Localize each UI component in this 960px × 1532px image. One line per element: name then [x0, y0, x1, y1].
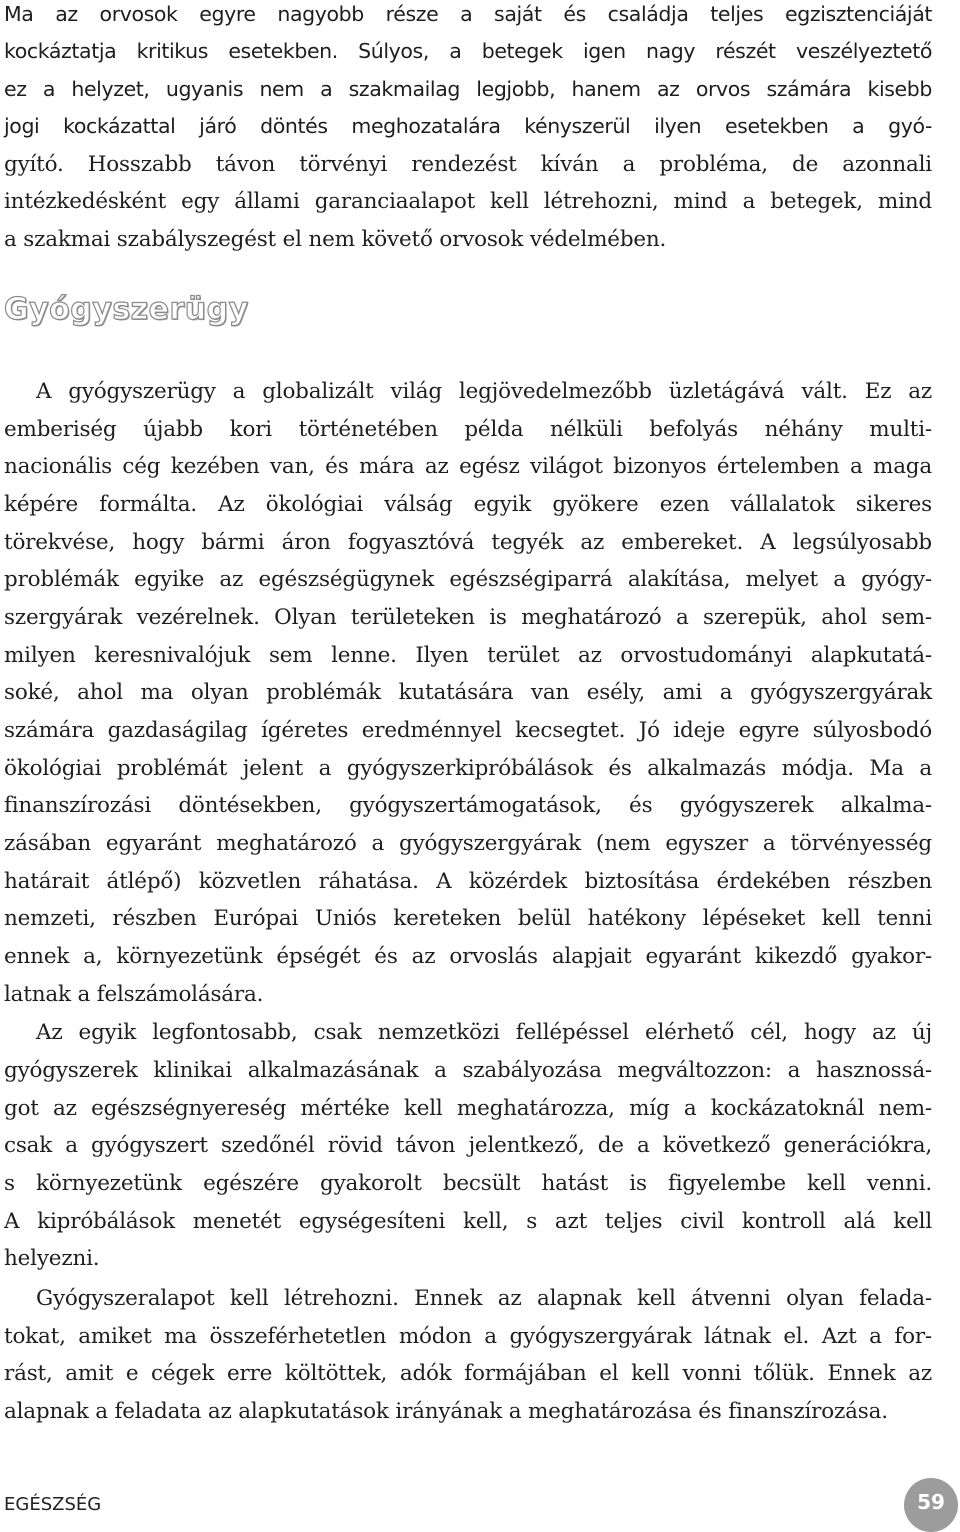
paragraph-1-line: a szakmai szabályszegést el nem követő orvosok védelmében.	[4, 227, 667, 252]
paragraph-2-line: zásában egyaránt meghatározó a gyógyszergyárak (nem egyszer a törvényesség	[4, 831, 932, 856]
paragraph-2-line: soké, ahol ma olyan problémák kutatására van esély, ami a gyógyszergyárak	[4, 680, 932, 705]
paragraph-3-line: gyógyszerek klinikai alkalmazásának a szabályozása megváltozzon: a hasznossá-	[4, 1058, 932, 1083]
paragraph-1-line: ez a helyzet, ugyanis nem a szakmailag legjobb, hanem az orvos számára kisebb	[4, 77, 932, 101]
paragraph-3-line: helyezni.	[4, 1246, 100, 1271]
paragraph-3-line: s környezetünk egészére gyakorolt becsült hatást is figyelembe kell venni.	[4, 1171, 932, 1196]
paragraph-4-line: tokat, amiket ma összeférhetetlen módon a gyógyszergyárak látnak el. Azt a for-	[4, 1324, 932, 1349]
paragraph-2-line: képére formálta. Az ökológiai válság egyik gyökere ezen vállalatok sikeres	[4, 492, 932, 517]
paragraph-1-line: Ma az orvosok egyre nagyobb része a saját és családja teljes egzisztenciáját	[4, 2, 932, 26]
paragraph-4-line: alapnak a feladata az alapkutatások irányának a meghatározása és finanszírozása.	[4, 1399, 888, 1424]
page-number: 59	[917, 1490, 945, 1514]
paragraph-3-line: got az egészségnyereség mértéke kell meghatározza, míg a kockázatoknál nem-	[4, 1096, 932, 1121]
paragraph-3-line: A kipróbálások menetét egységesíteni kell, s azt teljes civil kontroll alá kell	[4, 1209, 932, 1234]
paragraph-2-line: határait átlépő) közvetlen ráhatása. A közérdek biztosítása érdekében részben	[4, 869, 932, 894]
paragraph-2-line: számára gazdaságilag ígéretes eredménnyel kecsegtet. Jó ideje egyre súlyosbodó	[4, 718, 932, 743]
paragraph-1-line: kockáztatja kritikus esetekben. Súlyos, a betegek igen nagy részét veszélyeztető	[4, 39, 932, 63]
paragraph-2-line: milyen keresnivalójuk sem lenne. Ilyen terület az orvostudományi alapkutatá-	[4, 643, 932, 668]
paragraph-2-line: nemzeti, részben Európai Uniós kereteken belül hatékony lépéseket kell tenni	[4, 906, 932, 931]
paragraph-2-line: A gyógyszerügy a globalizált világ legjövedelmezőbb üzletágává vált. Ez az	[36, 379, 932, 404]
footer-section-label: EGÉSZSÉG	[4, 1494, 102, 1515]
paragraph-2-line: törekvése, hogy bármi áron fogyasztóvá tegyék az embereket. A legsúlyosabb	[4, 530, 932, 555]
paragraph-2-line: emberiség újabb kori történetében példa nélküli befolyás néhány multi-	[4, 417, 932, 442]
paragraph-3-line: csak a gyógyszert szedőnél rövid távon jelentkező, de a következő generációkra,	[4, 1133, 932, 1158]
section-heading: Gyógyszerügy	[4, 292, 249, 327]
paragraph-2-line: ökológiai problémát jelent a gyógyszerkipróbálások és alkalmazás módja. Ma a	[4, 756, 932, 781]
paragraph-2-line: latnak a felszámolására.	[4, 982, 264, 1007]
paragraph-2-line: ennek a, környezetünk épségét és az orvoslás alapjait egyaránt kikezdő gyakor-	[4, 944, 932, 969]
paragraph-3-line: Az egyik legfontosabb, csak nemzetközi fellépéssel elérhető cél, hogy az új	[36, 1020, 932, 1045]
paragraph-1-line: intézkedésként egy állami garanciaalapot kell létrehozni, mind a betegek, mind	[4, 189, 932, 214]
paragraph-4-line: Gyógyszeralapot kell létrehozni. Ennek az alapnak kell átvenni olyan felada-	[36, 1286, 932, 1311]
paragraph-2-line: nacionális cég kezében van, és mára az egész világot bizonyos értelemben a maga	[4, 454, 932, 479]
paragraph-2-line: finanszírozási döntésekben, gyógyszertámogatások, és gyógyszerek alkalma-	[4, 793, 932, 818]
paragraph-4-line: rást, amit e cégek erre költöttek, adók formájában el kell vonni tőlük. Ennek az	[4, 1361, 932, 1386]
paragraph-1-line: gyító. Hosszabb távon törvényi rendezést kíván a probléma, de azonnali	[4, 152, 932, 177]
paragraph-2-line: problémák egyike az egészségügynek egészségiparrá alakítása, melyet a gyógy-	[4, 567, 932, 592]
paragraph-1-line: jogi kockázattal járó döntés meghozatalára kényszerül ilyen esetekben a gyó-	[4, 114, 932, 138]
paragraph-2-line: szergyárak vezérelnek. Olyan területeken is meghatározó a szerepük, ahol sem-	[4, 605, 932, 630]
